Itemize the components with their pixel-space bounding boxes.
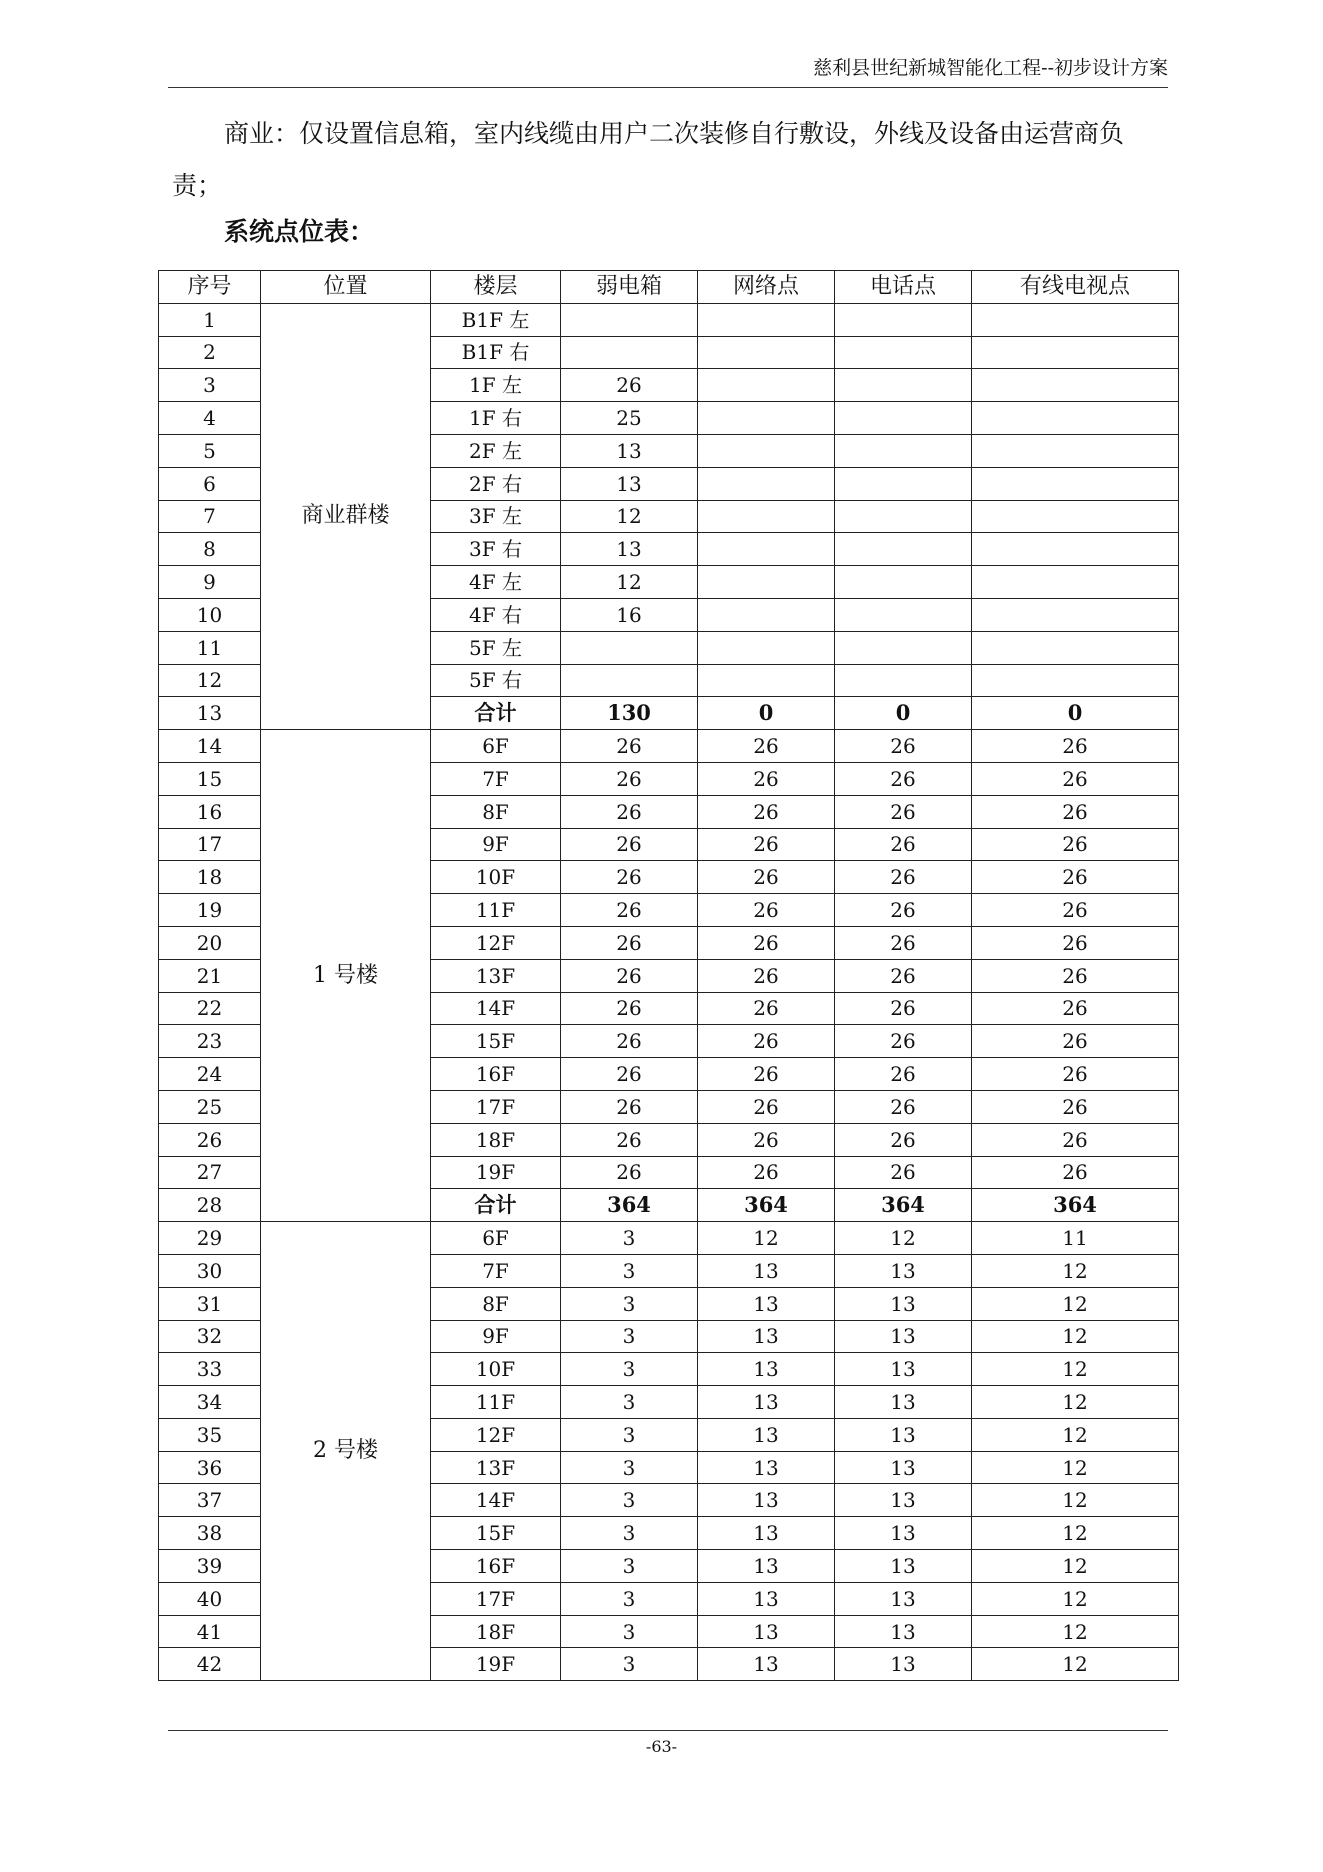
section-heading: 系统点位表： (224, 217, 375, 246)
cell-network-points: 13 (698, 1615, 835, 1648)
cell-catv-points: 12 (972, 1386, 1179, 1419)
cell-index: 24 (159, 1058, 261, 1091)
col-header-catv-points: 有线电视点 (972, 271, 1179, 304)
cell-phone-points: 13 (835, 1418, 972, 1451)
cell-network-points: 26 (698, 992, 835, 1025)
cell-index: 9 (159, 566, 261, 599)
cell-index: 2 (159, 336, 261, 369)
cell-floor: 19F (431, 1648, 561, 1681)
cell-weak-current-box: 12 (561, 500, 698, 533)
cell-floor: 4F 右 (431, 598, 561, 631)
cell-network-points: 13 (698, 1550, 835, 1583)
cell-catv-points: 26 (972, 828, 1179, 861)
cell-network-points: 26 (698, 894, 835, 927)
cell-phone-points: 13 (835, 1615, 972, 1648)
cell-index: 20 (159, 926, 261, 959)
col-header-floor: 楼层 (431, 271, 561, 304)
cell-total-value: 130 (561, 697, 698, 730)
cell-floor: 8F (431, 1287, 561, 1320)
cell-catv-points: 12 (972, 1418, 1179, 1451)
cell-phone-points: 26 (835, 1058, 972, 1091)
cell-weak-current-box: 26 (561, 959, 698, 992)
cell-catv-points: 26 (972, 795, 1179, 828)
cell-floor: 17F (431, 1090, 561, 1123)
cell-network-points (698, 434, 835, 467)
cell-index: 23 (159, 1025, 261, 1058)
cell-floor: 10F (431, 1353, 561, 1386)
cell-network-points: 13 (698, 1353, 835, 1386)
cell-floor: 15F (431, 1517, 561, 1550)
cell-catv-points: 26 (972, 1123, 1179, 1156)
cell-catv-points: 12 (972, 1353, 1179, 1386)
cell-catv-points (972, 434, 1179, 467)
cell-network-points: 13 (698, 1320, 835, 1353)
cell-weak-current-box: 3 (561, 1550, 698, 1583)
cell-weak-current-box (561, 631, 698, 664)
cell-weak-current-box: 26 (561, 730, 698, 763)
cell-network-points: 26 (698, 1090, 835, 1123)
cell-index: 3 (159, 369, 261, 402)
cell-index: 33 (159, 1353, 261, 1386)
cell-phone-points: 26 (835, 1090, 972, 1123)
cell-network-points: 26 (698, 926, 835, 959)
cell-floor: 13F (431, 1451, 561, 1484)
cell-index: 17 (159, 828, 261, 861)
cell-phone-points: 13 (835, 1451, 972, 1484)
cell-catv-points (972, 664, 1179, 697)
cell-location: 商业群楼 (261, 303, 431, 729)
cell-weak-current-box: 3 (561, 1615, 698, 1648)
cell-catv-points: 26 (972, 730, 1179, 763)
cell-catv-points: 12 (972, 1582, 1179, 1615)
cell-floor: 19F (431, 1156, 561, 1189)
cell-catv-points: 12 (972, 1254, 1179, 1287)
cell-phone-points: 13 (835, 1648, 972, 1681)
cell-catv-points: 26 (972, 894, 1179, 927)
cell-phone-points: 13 (835, 1517, 972, 1550)
cell-weak-current-box: 26 (561, 1123, 698, 1156)
cell-phone-points (835, 533, 972, 566)
cell-network-points (698, 598, 835, 631)
cell-network-points (698, 402, 835, 435)
cell-index: 21 (159, 959, 261, 992)
cell-weak-current-box: 12 (561, 566, 698, 599)
cell-network-points: 13 (698, 1451, 835, 1484)
cell-floor: 1F 右 (431, 402, 561, 435)
cell-network-points: 13 (698, 1648, 835, 1681)
cell-network-points: 13 (698, 1386, 835, 1419)
table-header-row (159, 271, 1179, 304)
cell-phone-points: 26 (835, 762, 972, 795)
col-header-weak-current-box: 弱电箱 (561, 271, 698, 304)
cell-floor: 12F (431, 1418, 561, 1451)
cell-network-points (698, 303, 835, 336)
cell-phone-points: 26 (835, 959, 972, 992)
cell-phone-points: 26 (835, 926, 972, 959)
cell-floor: 1F 左 (431, 369, 561, 402)
cell-catv-points: 12 (972, 1615, 1179, 1648)
cell-catv-points: 26 (972, 1025, 1179, 1058)
cell-catv-points (972, 303, 1179, 336)
cell-index: 10 (159, 598, 261, 631)
cell-catv-points: 12 (972, 1484, 1179, 1517)
cell-floor: 3F 右 (431, 533, 561, 566)
cell-weak-current-box: 26 (561, 795, 698, 828)
cell-network-points: 26 (698, 861, 835, 894)
cell-phone-points: 13 (835, 1287, 972, 1320)
cell-phone-points: 13 (835, 1550, 972, 1583)
cell-index: 34 (159, 1386, 261, 1419)
cell-index: 25 (159, 1090, 261, 1123)
cell-catv-points: 26 (972, 1058, 1179, 1091)
cell-floor: 9F (431, 828, 561, 861)
cell-weak-current-box: 26 (561, 992, 698, 1025)
cell-total-value: 364 (561, 1189, 698, 1222)
cell-network-points: 26 (698, 1123, 835, 1156)
cell-weak-current-box: 26 (561, 894, 698, 927)
cell-index: 1 (159, 303, 261, 336)
cell-catv-points: 26 (972, 762, 1179, 795)
cell-catv-points: 12 (972, 1550, 1179, 1583)
cell-index: 16 (159, 795, 261, 828)
page-header-title: 慈利县世纪新城智能化工程--初步设计方案 (813, 57, 1168, 79)
cell-phone-points: 13 (835, 1484, 972, 1517)
cell-catv-points: 11 (972, 1222, 1179, 1255)
cell-phone-points (835, 467, 972, 500)
cell-network-points: 26 (698, 762, 835, 795)
cell-floor: 11F (431, 894, 561, 927)
cell-phone-points (835, 303, 972, 336)
cell-index: 26 (159, 1123, 261, 1156)
cell-weak-current-box: 16 (561, 598, 698, 631)
cell-index: 27 (159, 1156, 261, 1189)
cell-weak-current-box: 3 (561, 1222, 698, 1255)
table-header (159, 271, 1179, 304)
cell-phone-points: 26 (835, 730, 972, 763)
cell-location: 1 号楼 (261, 730, 431, 1222)
cell-floor: 10F (431, 861, 561, 894)
cell-catv-points: 12 (972, 1320, 1179, 1353)
cell-catv-points (972, 336, 1179, 369)
cell-weak-current-box: 13 (561, 533, 698, 566)
cell-floor: 16F (431, 1058, 561, 1091)
cell-index: 39 (159, 1550, 261, 1583)
cell-weak-current-box: 3 (561, 1353, 698, 1386)
cell-total-value: 364 (698, 1189, 835, 1222)
col-header-index: 序号 (159, 271, 261, 304)
cell-floor: 2F 右 (431, 467, 561, 500)
cell-weak-current-box: 26 (561, 828, 698, 861)
cell-catv-points (972, 467, 1179, 500)
cell-floor: 5F 右 (431, 664, 561, 697)
cell-network-points: 26 (698, 1025, 835, 1058)
cell-phone-points: 13 (835, 1320, 972, 1353)
cell-index: 36 (159, 1451, 261, 1484)
cell-floor: 6F (431, 1222, 561, 1255)
cell-weak-current-box: 26 (561, 861, 698, 894)
cell-total-value: 0 (972, 697, 1179, 730)
cell-weak-current-box: 3 (561, 1648, 698, 1681)
cell-weak-current-box (561, 303, 698, 336)
cell-phone-points (835, 402, 972, 435)
cell-catv-points: 12 (972, 1287, 1179, 1320)
cell-weak-current-box: 3 (561, 1418, 698, 1451)
cell-floor: 5F 左 (431, 631, 561, 664)
cell-phone-points: 13 (835, 1353, 972, 1386)
cell-weak-current-box: 13 (561, 467, 698, 500)
cell-phone-points (835, 369, 972, 402)
header-divider (168, 87, 1168, 88)
cell-total-label: 合计 (431, 1189, 561, 1222)
cell-phone-points (835, 598, 972, 631)
cell-floor: 14F (431, 992, 561, 1025)
cell-total-value: 364 (835, 1189, 972, 1222)
cell-phone-points: 26 (835, 992, 972, 1025)
cell-weak-current-box: 3 (561, 1386, 698, 1419)
cell-network-points (698, 369, 835, 402)
cell-network-points (698, 631, 835, 664)
page-number: -63- (645, 1737, 678, 1756)
cell-weak-current-box: 26 (561, 1090, 698, 1123)
cell-phone-points: 12 (835, 1222, 972, 1255)
cell-catv-points: 26 (972, 959, 1179, 992)
cell-catv-points (972, 566, 1179, 599)
cell-floor: B1F 右 (431, 336, 561, 369)
cell-network-points: 13 (698, 1582, 835, 1615)
cell-index: 15 (159, 762, 261, 795)
cell-network-points: 26 (698, 828, 835, 861)
cell-floor: 11F (431, 1386, 561, 1419)
cell-network-points: 13 (698, 1287, 835, 1320)
cell-catv-points (972, 402, 1179, 435)
body-paragraph: 商业：仅设置信息箱，室内线缆由用户二次装修自行敷设，外线及设备由运营商负责； (172, 119, 1125, 200)
table-row (159, 1222, 1179, 1255)
cell-catv-points (972, 631, 1179, 664)
cell-index: 19 (159, 894, 261, 927)
cell-floor: 14F (431, 1484, 561, 1517)
cell-index: 4 (159, 402, 261, 435)
cell-catv-points (972, 369, 1179, 402)
cell-floor: 18F (431, 1123, 561, 1156)
cell-floor: 8F (431, 795, 561, 828)
cell-weak-current-box: 26 (561, 926, 698, 959)
cell-index: 31 (159, 1287, 261, 1320)
cell-total-value: 364 (972, 1189, 1179, 1222)
cell-floor: 2F 左 (431, 434, 561, 467)
cell-index: 41 (159, 1615, 261, 1648)
cell-floor: 17F (431, 1582, 561, 1615)
cell-network-points: 26 (698, 1156, 835, 1189)
cell-phone-points: 13 (835, 1254, 972, 1287)
cell-phone-points (835, 664, 972, 697)
table-body (159, 303, 1179, 1680)
cell-index: 38 (159, 1517, 261, 1550)
cell-network-points (698, 566, 835, 599)
cell-network-points: 13 (698, 1484, 835, 1517)
cell-catv-points (972, 598, 1179, 631)
cell-floor: 7F (431, 762, 561, 795)
cell-floor: 16F (431, 1550, 561, 1583)
cell-network-points (698, 500, 835, 533)
col-header-network-points: 网络点 (698, 271, 835, 304)
cell-phone-points: 13 (835, 1386, 972, 1419)
cell-catv-points: 12 (972, 1451, 1179, 1484)
cell-weak-current-box: 26 (561, 1058, 698, 1091)
cell-network-points: 12 (698, 1222, 835, 1255)
cell-phone-points: 26 (835, 1025, 972, 1058)
cell-catv-points (972, 533, 1179, 566)
cell-network-points: 26 (698, 1058, 835, 1091)
cell-network-points (698, 533, 835, 566)
cell-network-points (698, 664, 835, 697)
cell-catv-points: 26 (972, 861, 1179, 894)
cell-phone-points: 26 (835, 861, 972, 894)
cell-weak-current-box: 3 (561, 1484, 698, 1517)
cell-location: 2 号楼 (261, 1222, 431, 1681)
cell-weak-current-box: 26 (561, 1156, 698, 1189)
cell-floor: B1F 左 (431, 303, 561, 336)
cell-weak-current-box: 25 (561, 402, 698, 435)
cell-phone-points: 13 (835, 1582, 972, 1615)
cell-phone-points: 26 (835, 894, 972, 927)
cell-phone-points (835, 434, 972, 467)
cell-floor: 3F 左 (431, 500, 561, 533)
cell-index: 5 (159, 434, 261, 467)
cell-floor: 4F 左 (431, 566, 561, 599)
cell-catv-points: 26 (972, 1156, 1179, 1189)
cell-catv-points (972, 500, 1179, 533)
cell-catv-points: 26 (972, 992, 1179, 1025)
cell-index: 11 (159, 631, 261, 664)
cell-weak-current-box: 3 (561, 1582, 698, 1615)
cell-network-points (698, 336, 835, 369)
cell-weak-current-box: 3 (561, 1287, 698, 1320)
cell-network-points: 13 (698, 1254, 835, 1287)
cell-index: 22 (159, 992, 261, 1025)
cell-phone-points (835, 566, 972, 599)
cell-phone-points (835, 631, 972, 664)
cell-weak-current-box: 3 (561, 1451, 698, 1484)
cell-index: 29 (159, 1222, 261, 1255)
cell-index: 13 (159, 697, 261, 730)
col-header-phone-points: 电话点 (835, 271, 972, 304)
cell-catv-points: 26 (972, 926, 1179, 959)
cell-network-points: 26 (698, 795, 835, 828)
cell-phone-points (835, 336, 972, 369)
cell-weak-current-box: 26 (561, 1025, 698, 1058)
cell-total-value: 0 (698, 697, 835, 730)
cell-phone-points: 26 (835, 1123, 972, 1156)
cell-index: 18 (159, 861, 261, 894)
cell-weak-current-box: 26 (561, 369, 698, 402)
cell-catv-points: 12 (972, 1517, 1179, 1550)
cell-floor: 12F (431, 926, 561, 959)
cell-index: 6 (159, 467, 261, 500)
table-row (159, 303, 1179, 336)
cell-index: 28 (159, 1189, 261, 1222)
cell-floor: 7F (431, 1254, 561, 1287)
cell-phone-points: 26 (835, 795, 972, 828)
cell-catv-points: 26 (972, 1090, 1179, 1123)
cell-index: 42 (159, 1648, 261, 1681)
cell-floor: 9F (431, 1320, 561, 1353)
cell-index: 30 (159, 1254, 261, 1287)
cell-total-label: 合计 (431, 697, 561, 730)
cell-index: 14 (159, 730, 261, 763)
cell-index: 35 (159, 1418, 261, 1451)
cell-network-points: 26 (698, 730, 835, 763)
cell-network-points: 13 (698, 1418, 835, 1451)
cell-phone-points: 26 (835, 828, 972, 861)
cell-index: 8 (159, 533, 261, 566)
cell-weak-current-box: 26 (561, 762, 698, 795)
cell-weak-current-box: 3 (561, 1254, 698, 1287)
cell-floor: 6F (431, 730, 561, 763)
cell-floor: 15F (431, 1025, 561, 1058)
cell-index: 12 (159, 664, 261, 697)
cell-weak-current-box (561, 664, 698, 697)
col-header-location: 位置 (261, 271, 431, 304)
cell-index: 37 (159, 1484, 261, 1517)
cell-network-points (698, 467, 835, 500)
cell-floor: 13F (431, 959, 561, 992)
cell-network-points: 13 (698, 1517, 835, 1550)
cell-catv-points: 12 (972, 1648, 1179, 1681)
cell-index: 40 (159, 1582, 261, 1615)
cell-weak-current-box: 3 (561, 1320, 698, 1353)
cell-network-points: 26 (698, 959, 835, 992)
system-points-table (158, 270, 1179, 1681)
cell-total-value: 0 (835, 697, 972, 730)
cell-index: 7 (159, 500, 261, 533)
cell-index: 32 (159, 1320, 261, 1353)
cell-phone-points (835, 500, 972, 533)
cell-weak-current-box: 13 (561, 434, 698, 467)
cell-floor: 18F (431, 1615, 561, 1648)
cell-weak-current-box (561, 336, 698, 369)
cell-phone-points: 26 (835, 1156, 972, 1189)
cell-weak-current-box: 3 (561, 1517, 698, 1550)
footer-divider (168, 1730, 1168, 1731)
table-row (159, 730, 1179, 763)
